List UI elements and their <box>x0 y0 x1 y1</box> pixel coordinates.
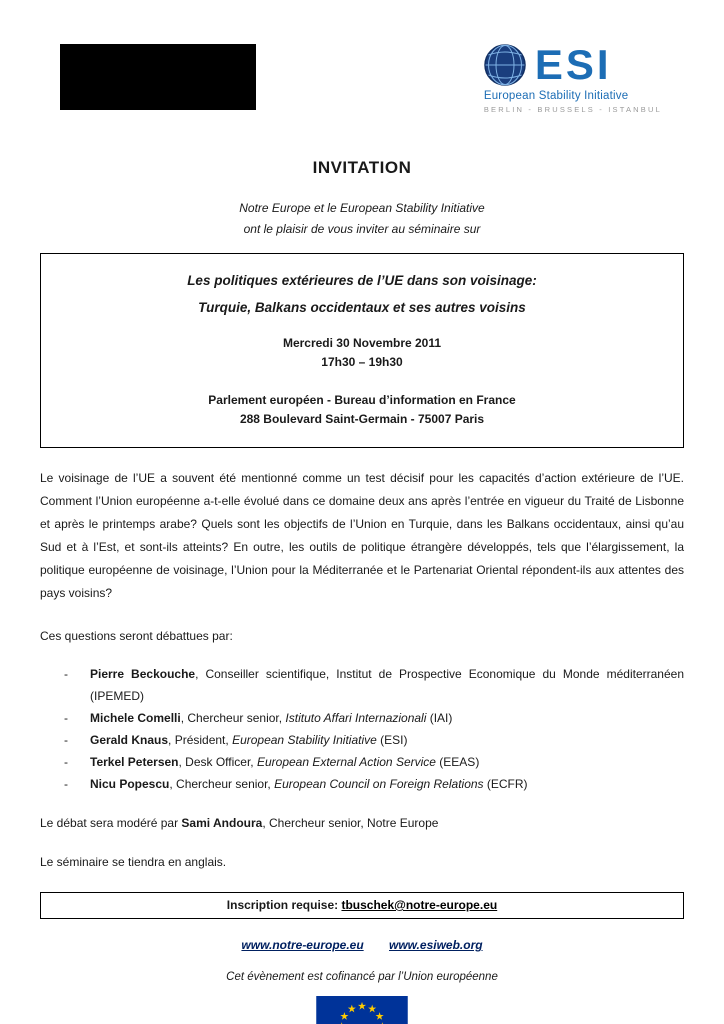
website-links <box>40 938 684 952</box>
speaker-role: , Président, <box>168 733 233 747</box>
event-title-line-2: Turquie, Balkans occidentaux et ses autres voisins <box>198 300 526 315</box>
event-venue-line-1: Parlement européen - Bureau d’information en France <box>208 393 516 407</box>
intro-line-2: ont le plaisir de vous inviter au séminaire sur <box>243 222 481 236</box>
speaker-name: Nicu Popescu <box>90 777 170 791</box>
speaker-org: European Stability Initiative <box>232 733 377 747</box>
speaker-org-abbr: (ESI) <box>376 733 408 747</box>
moderator-name: Sami Andoura <box>181 816 263 830</box>
debate-intro: Ces questions seront débattues par: <box>40 629 233 643</box>
intro-line-1: Notre Europe et le European Stability Initiative <box>239 201 485 215</box>
event-box <box>40 253 684 448</box>
language-note: Le séminaire se tiendra en anglais. <box>40 855 227 869</box>
redacted-logo <box>60 44 256 110</box>
list-dash: - <box>64 711 68 725</box>
speaker-item <box>64 663 684 707</box>
speaker-item <box>64 707 684 729</box>
speaker-name: Pierre Beckouche <box>90 667 196 681</box>
speaker-text <box>90 733 407 747</box>
notre-europe-link[interactable]: www.notre-europe.eu <box>241 938 364 952</box>
event-time: 17h30 – 19h30 <box>321 355 403 369</box>
esi-name: European Stability Initiative <box>483 90 629 102</box>
moderator-post: , Chercheur senior, Notre Europe <box>262 816 439 830</box>
list-dash: - <box>64 755 68 769</box>
speaker-org: Istituto Affari Internazionali <box>285 711 427 725</box>
speaker-text <box>90 755 479 769</box>
speaker-org: European Council on Foreign Relations <box>274 777 484 791</box>
esi-acronym: ESI <box>534 41 612 88</box>
event-title-line-1: Les politiques extérieures de l’UE dans son voisinage: <box>187 273 537 288</box>
speaker-item <box>64 773 684 795</box>
body-paragraph: Le voisinage de l’UE a souvent été mentionné comme un test décisif pour les capacités d’action extérieure de l’UE. Comment l’Union européenne a-t-elle évolué dans ce domaine deux ans après l’entrée en vigueur du Traité de Lisbonne et après le printemps arabe? Quels sont les objectifs de l’Union en Turquie, dans les Balkans occidentaux, ainsi qu’au Sud et à l’Est, et sont-ils atteints? En outre, les outils de politique étrangère développés, tels que l’élargissement, la politique européenne de voisinage, l’Union pour la Méditerranée et le Partenariat Oriental répondent-ils aux attentes des pays voisins? <box>40 471 684 600</box>
speaker-item <box>64 751 684 773</box>
registration-label: Inscription requise: <box>226 898 342 912</box>
event-venue-line-2: 288 Boulevard Saint-Germain - 75007 Paris <box>239 412 485 426</box>
speaker-role: , Desk Officer, <box>178 755 257 769</box>
speaker-text <box>90 667 684 703</box>
speaker-role: , Chercheur senior, <box>180 711 286 725</box>
speaker-name: Terkel Petersen <box>90 755 179 769</box>
cofinance-note: Cet évènement est cofinancé par l’Union européenne <box>226 971 498 983</box>
speaker-name: Michele Comelli <box>90 711 181 725</box>
speaker-org-abbr: (IAI) <box>426 711 453 725</box>
speaker-text <box>90 711 452 725</box>
speaker-text <box>90 777 528 791</box>
page-title: INVITATION <box>312 158 412 177</box>
moderator-line <box>40 816 684 830</box>
esi-logo-row <box>484 41 662 88</box>
registration-box <box>40 892 684 919</box>
document-header <box>40 41 684 114</box>
speaker-org-abbr: (ECFR) <box>483 777 528 791</box>
eu-flag-icon <box>316 996 408 1024</box>
speaker-org-abbr: (EEAS) <box>435 755 480 769</box>
speaker-item <box>64 729 684 751</box>
event-venue <box>67 391 657 429</box>
esi-cities: BERLIN - BRUSSELS - ISTANBUL <box>483 105 662 114</box>
intro-text <box>40 198 684 240</box>
eu-flag-container <box>40 996 684 1024</box>
list-dash: - <box>64 667 68 681</box>
registration-email-link[interactable]: tbuschek@notre-europe.eu <box>341 898 498 912</box>
speaker-role: , Conseiller scientifique, Institut de Prospective Economique du Monde méditerranéen (IPEMED) <box>90 667 684 703</box>
event-title <box>67 267 657 321</box>
speaker-name: Gerald Knaus <box>90 733 169 747</box>
moderator-pre: Le débat sera modéré par <box>40 816 182 830</box>
esiweb-link[interactable]: www.esiweb.org <box>389 938 483 952</box>
speaker-org: European External Action Service <box>256 755 436 769</box>
event-date: Mercredi 30 Novembre 2011 <box>282 336 442 350</box>
list-dash: - <box>64 777 68 791</box>
esi-globe-icon <box>484 44 526 86</box>
speakers-list <box>40 663 684 795</box>
esi-logo <box>483 41 662 114</box>
speaker-role: , Chercheur senior, <box>169 777 275 791</box>
event-datetime <box>67 334 657 372</box>
list-dash: - <box>64 733 68 747</box>
